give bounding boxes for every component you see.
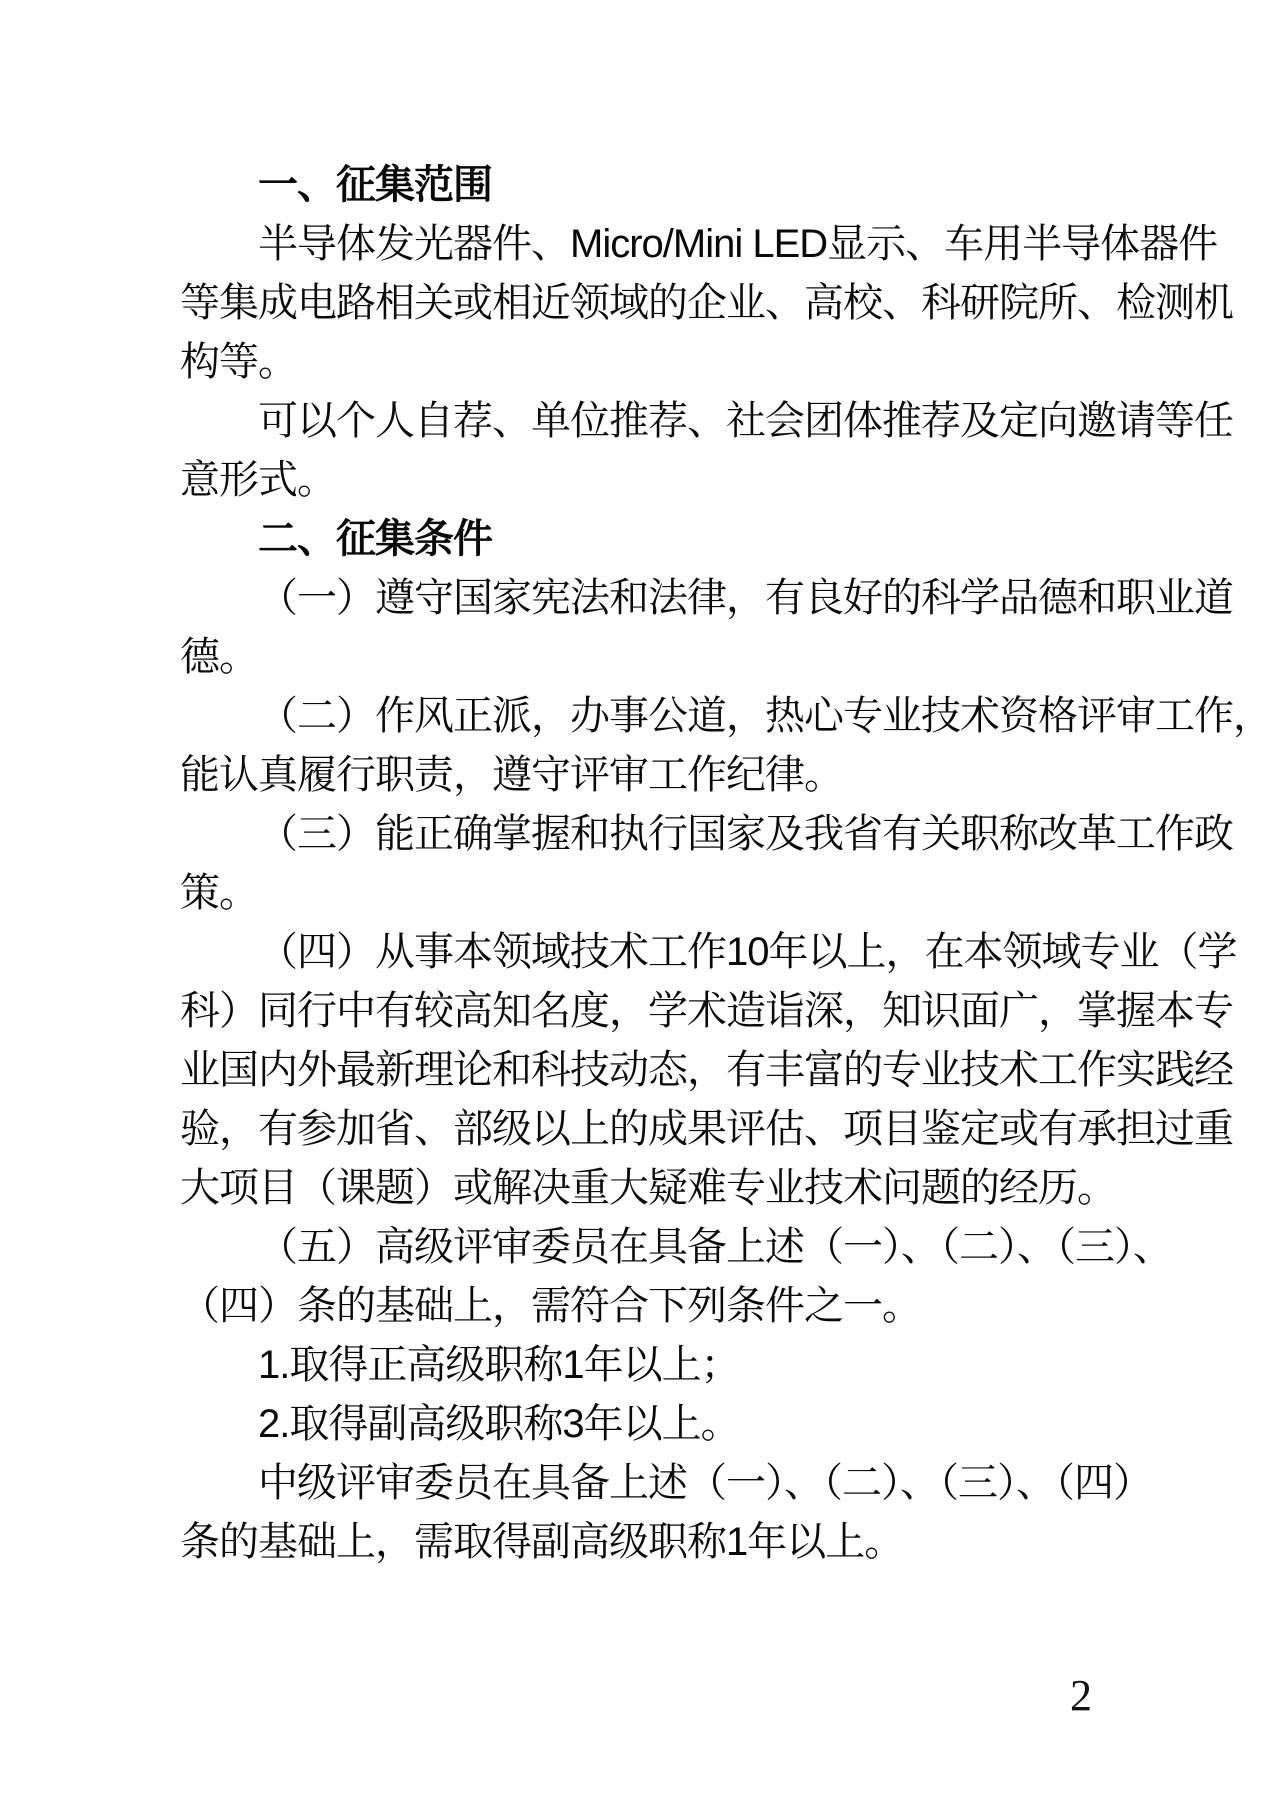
body-line: 策。 (180, 871, 258, 915)
body-line: （四）从事本领域技术工作10年以上，在本领域专业（学 (258, 930, 1237, 974)
page-number: 2 (1070, 1671, 1092, 1720)
body-line: 大项目（课题）或解决重大疑难专业技术问题的经历。 (180, 1166, 1116, 1210)
document-body (180, 156, 1272, 1572)
body-line: 能认真履行职责，遵守评审工作纪律。 (180, 753, 843, 797)
section-heading-2: 二、征集条件 (258, 517, 492, 561)
body-line: （一）遵守国家宪法和法律，有良好的科学品德和职业道 (258, 576, 1233, 620)
body-line: 构等。 (180, 340, 297, 384)
body-line: 等集成电路相关或相近领域的企业、高校、科研院所、检测机 (180, 281, 1233, 325)
body-line: 中级评审委员在具备上述（一）、（二）、（三）、（四） (258, 1461, 1152, 1505)
body-line: 科）同行中有较高知名度，学术造诣深，知识面广，掌握本专 (180, 989, 1233, 1033)
numbered-item-1: 1.取得正高级职称1年以上； (258, 1343, 740, 1387)
body-line: 验，有参加省、部级以上的成果评估、项目鉴定或有承担过重 (180, 1107, 1233, 1151)
body-line: 德。 (180, 635, 258, 679)
body-line: （四）条的基础上，需符合下列条件之一。 (180, 1284, 921, 1328)
body-line: 条的基础上，需取得副高级职称1年以上。 (180, 1520, 904, 1564)
body-line: 意形式。 (180, 458, 336, 502)
section-heading-1: 一、征集范围 (258, 163, 492, 207)
numbered-item-2: 2.取得副高级职称3年以上。 (258, 1402, 740, 1446)
body-line: 半导体发光器件、Micro/Mini LED显示、车用半导体器件 (258, 222, 1218, 266)
body-line: （二）作风正派，办事公道，热心专业技术资格评审工作， (258, 694, 1272, 738)
body-line: 可以个人自荐、单位推荐、社会团体推荐及定向邀请等任 (258, 399, 1233, 443)
body-line: 业国内外最新理论和科技动态，有丰富的专业技术工作实践经 (180, 1048, 1233, 1092)
body-line: （五）高级评审委员在具备上述（一）、（二）、（三）、 (258, 1225, 1172, 1269)
body-line: （三）能正确掌握和执行国家及我省有关职称改革工作政 (258, 812, 1233, 856)
